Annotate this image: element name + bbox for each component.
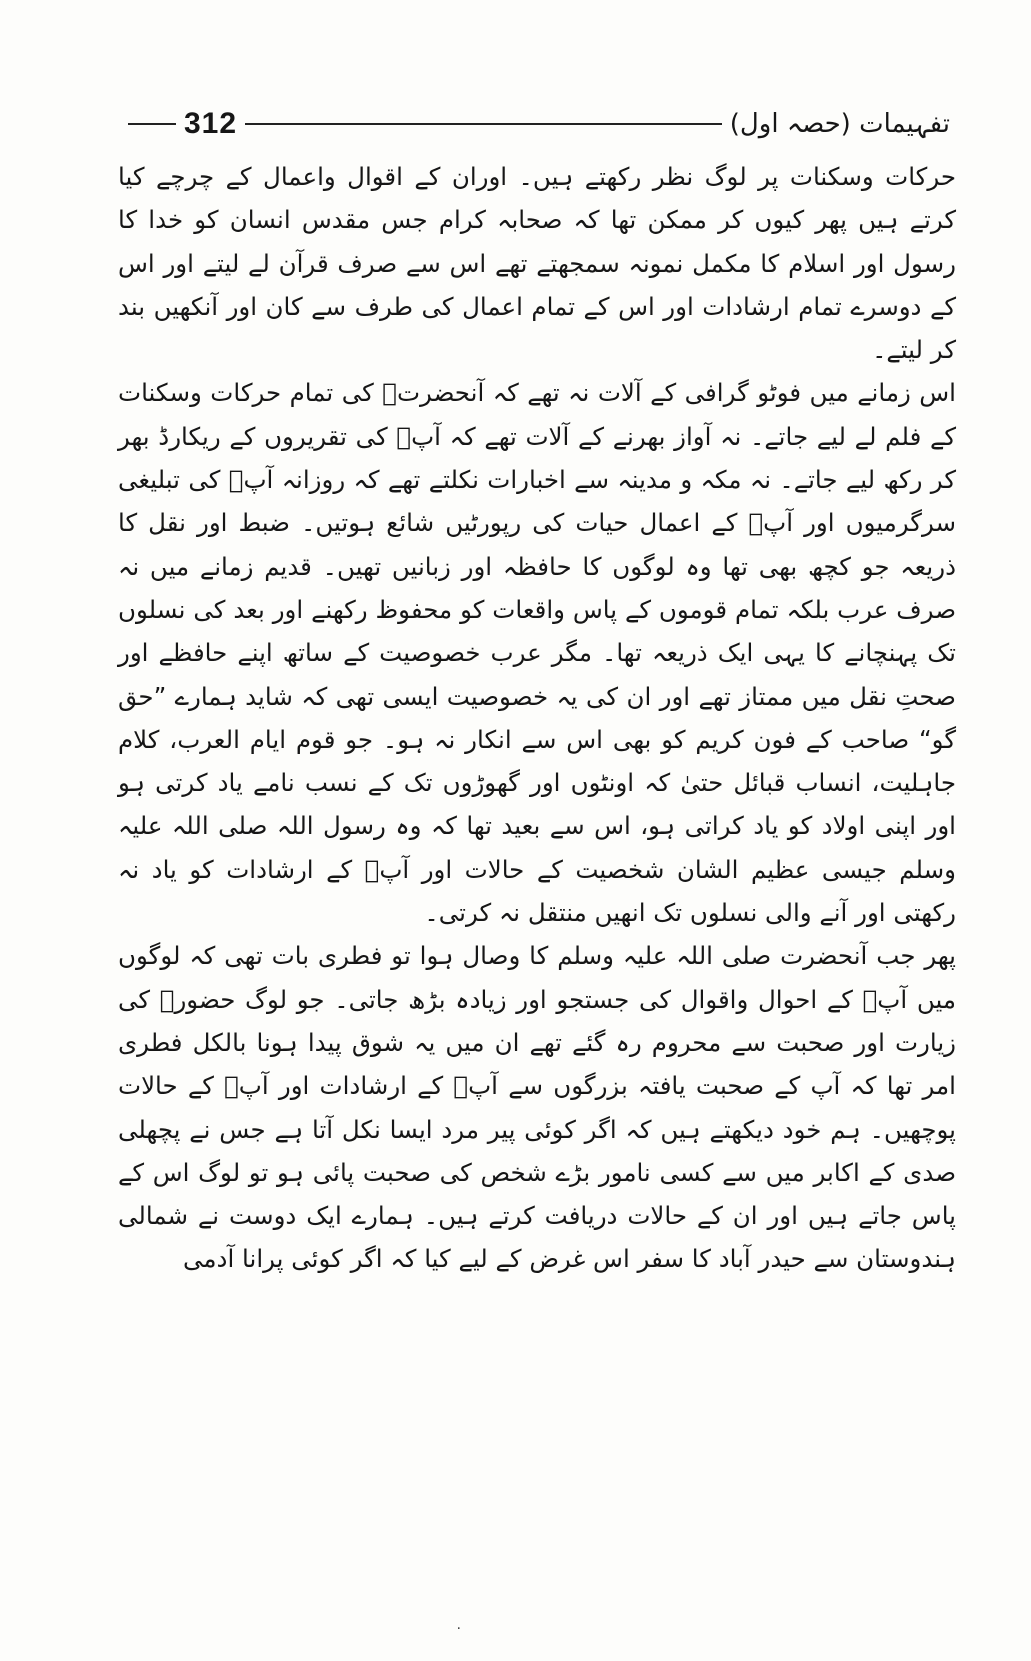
- header-rule: [245, 123, 722, 125]
- page-header: [120, 104, 950, 144]
- book-title: تفہیمات (حصہ اول): [729, 109, 950, 139]
- page-number: 312: [184, 107, 238, 140]
- footer-mark: ٠: [455, 1620, 463, 1636]
- page-body: [118, 155, 956, 1281]
- paragraph-3: پھر جب آنحضرت صلی اللہ علیہ وسلم کا وصال ہوا تو فطری بات تھی کہ لوگوں میں آپؐ کے احوال واقوال کی جستجو اور زیادہ بڑھ جاتی۔ جو لوگ حضورؐ کی زیارت اور صحبت سے محروم رہ گئے تھے ان میں یہ شوق پیدا ہونا بالکل فطری امر تھا کہ آپ کے صحبت یافتہ بزرگوں سے آپؐ کے ارشادات اور آپؐ کے حالات پوچھیں۔ ہم خود دیکھتے ہیں کہ اگر کوئی پیر مرد ایسا نکل آتا ہے جس نے پچھلی صدی کے اکابر میں سے کسی نامور بڑے شخص کی صحبت پائی ہو تو لوگ اس کے پاس جاتے ہیں اور ان کے حالات دریافت کرتے ہیں۔ ہمارے ایک دوست نے شمالی ہندوستان سے حیدر آباد کا سفر اس غرض کے لیے کیا کہ اگر کوئی پرانا آدمی: [118, 941, 956, 1274]
- paragraph-1: حرکات وسکنات پر لوگ نظر رکھتے ہیں۔ اوران کے اقوال واعمال کے چرچے کیا کرتے ہیں پھر کیوں کر ممکن تھا کہ صحابہ کرام جس مقدس انسان کو خدا کا رسول اور اسلام کا مکمل نمونہ سمجھتے تھے اس سے صرف قرآن لے لیتے اور اس کے دوسرے تمام ارشادات اور اس کے تمام اعمال کی طرف سے کان اور آنکھیں بند کر لیتے۔: [118, 162, 956, 365]
- paragraph-2: اس زمانے میں فوٹو گرافی کے آلات نہ تھے کہ آنحضرتؐ کی تمام حرکات وسکنات کے فلم لے لیے جاتے۔ نہ آواز بھرنے کے آلات تھے کہ آپؐ کی تقریروں کے ریکارڈ بھر کر رکھ لیے جاتے۔ نہ مکہ و مدینہ سے اخبارات نکلتے تھے کہ روزانہ آپؐ کی تبلیغی سرگرمیوں اور آپؐ کے اعمال حیات کی رپورٹیں شائع ہوتیں۔ ضبط اور نقل کا ذریعہ جو کچھ بھی تھا وہ لوگوں کا حافظہ اور زبانیں تھیں۔ قدیم زمانے میں نہ صرف عرب بلکہ تمام قوموں کے پاس واقعات کو محفوظ رکھنے اور بعد کی نسلوں تک پہنچانے کا یہی ایک ذریعہ تھا۔ مگر عرب خصوصیت کے ساتھ اپنے حافظے اور صحتِ نقل میں ممتاز تھے اور ان کی یہ خصوصیت ایسی تھی کہ شاید ہمارے ”حق گو“ صاحب کے فون کریم کو بھی اس سے انکار نہ ہو۔ جو قوم ایام العرب، کلام جاہلیت، انساب قبائل حتیٰ کہ اونٹوں اور گھوڑوں تک کے نسب نامے یاد کرتی ہو اور اپنی اولاد کو یاد کراتی ہو، اس سے بعید تھا کہ وہ رسول اللہ صلی اللہ علیہ وسلم جیسی عظیم الشان شخصیت کے حالات اور آپؐ کے ارشادات کو یاد نہ رکھتی اور آنے والی نسلوں تک انھیں منتقل نہ کرتی۔: [118, 378, 956, 928]
- header-rule-end: [128, 123, 176, 125]
